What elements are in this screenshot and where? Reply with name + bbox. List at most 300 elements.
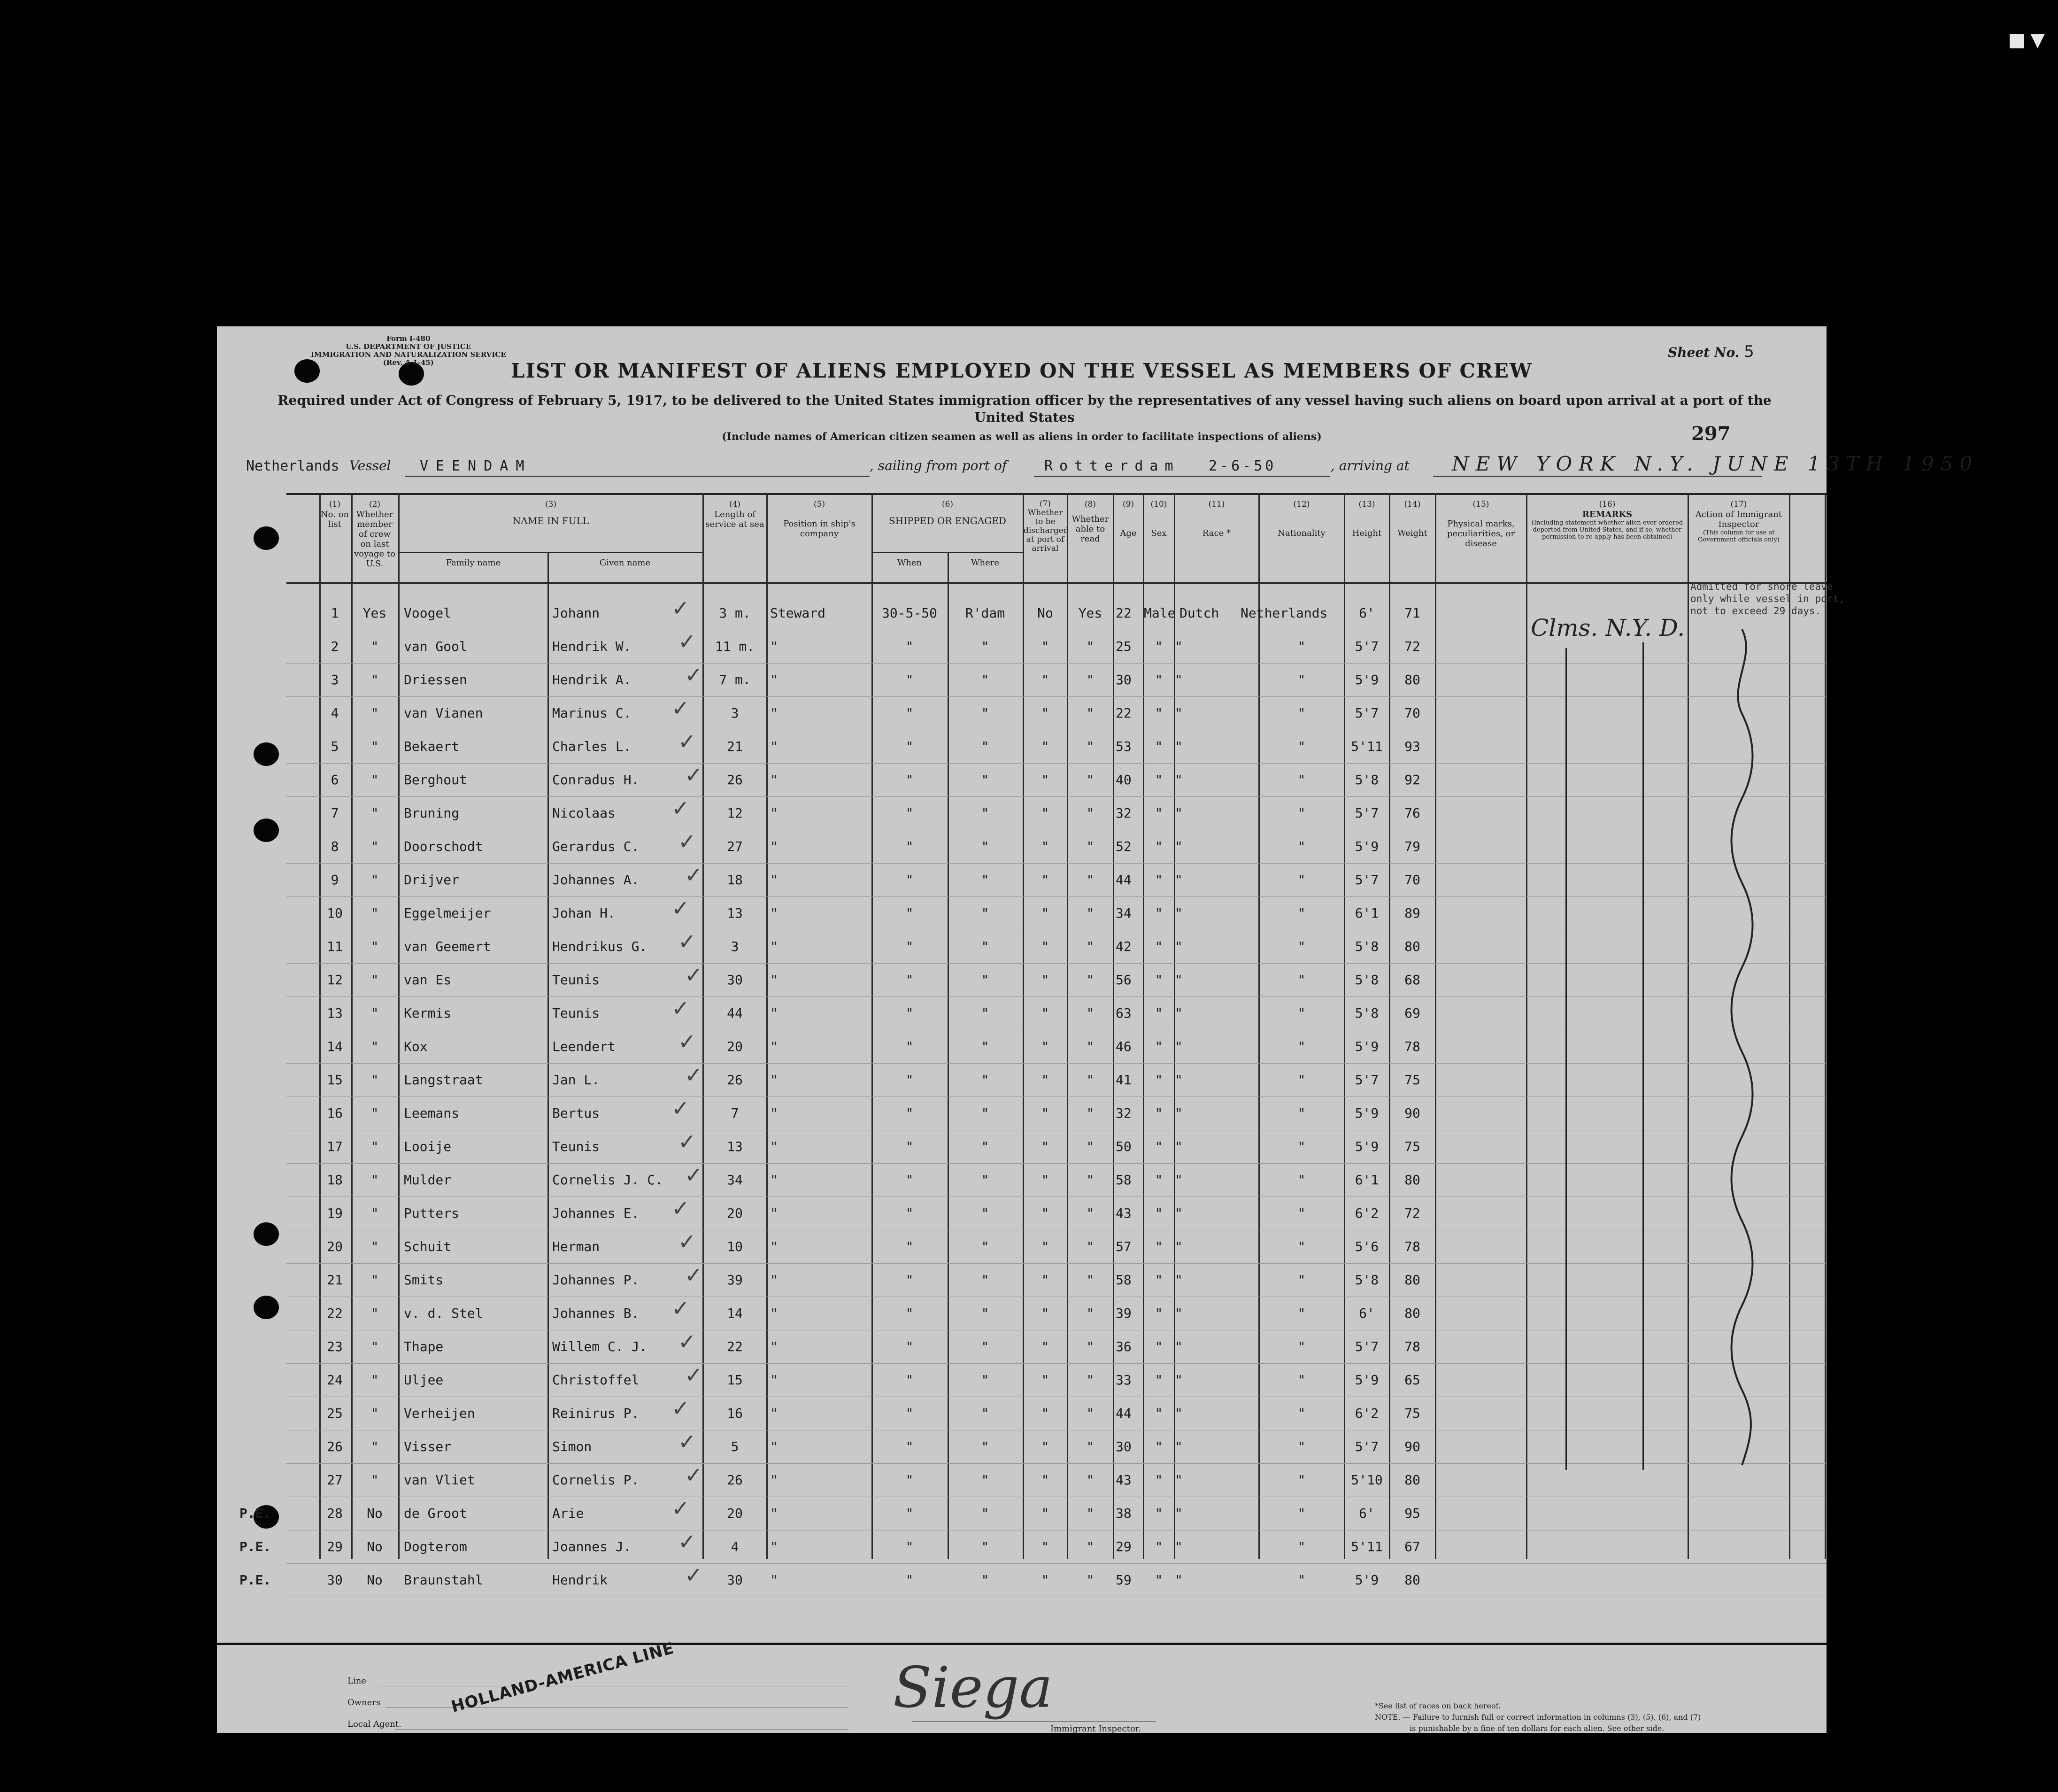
cell-where: " (981, 805, 989, 821)
cell-given: Leendert (552, 1039, 616, 1054)
cell-no: 29 (327, 1539, 343, 1554)
cell-sex: " (1155, 1506, 1163, 1521)
cell-family: Visser (404, 1439, 452, 1454)
cell-race: " (1175, 1005, 1183, 1021)
cell-position: Steward (770, 605, 826, 621)
check-mark-icon: ✓ (685, 1262, 703, 1288)
departure-date: 2-6-50 (1209, 458, 1277, 474)
cell-age: 38 (1116, 1506, 1132, 1521)
cell-nationality: " (1297, 1105, 1306, 1121)
cell-discharge: " (1041, 805, 1049, 821)
cell-when: " (905, 1439, 914, 1454)
table-row (286, 896, 1827, 930)
col-1-header: (1) No. on list (320, 500, 349, 529)
cell-nationality: " (1297, 772, 1306, 788)
cell-weight: 89 (1404, 905, 1420, 921)
cell-sex: " (1155, 1272, 1163, 1288)
cell-age: 53 (1116, 739, 1132, 754)
table-row (286, 1097, 1827, 1130)
table-row (286, 1363, 1827, 1397)
cell-height: 5'9 (1355, 839, 1379, 854)
table-row (286, 1463, 1827, 1497)
cell-position: " (770, 1239, 778, 1254)
cell-discharge: " (1041, 1305, 1049, 1321)
cell-position: " (770, 1039, 778, 1054)
cell-weight: 75 (1404, 1406, 1420, 1421)
cell-service: 12 (727, 805, 743, 821)
cell-no: 24 (327, 1372, 343, 1388)
cell-sex: " (1155, 872, 1163, 888)
cell-read: " (1086, 1105, 1095, 1121)
cell-when: " (905, 1239, 914, 1254)
remarks-ditto-line (1565, 648, 1567, 1470)
holland-america-stamp: HOLLAND-AMERICA LINE (449, 1638, 677, 1716)
cell-height: 5'7 (1355, 1072, 1379, 1088)
cell-when: " (905, 905, 914, 921)
cell-height: 5'8 (1355, 1272, 1379, 1288)
cell-service: 22 (727, 1339, 743, 1354)
cell-when: 30-5-50 (881, 605, 937, 621)
cell-family: Eggelmeijer (404, 905, 491, 921)
cell-read: " (1086, 1339, 1095, 1354)
cell-sex: " (1155, 772, 1163, 788)
punch-hole-icon (254, 1222, 279, 1246)
cell-read: " (1086, 1539, 1095, 1554)
cell-nationality: " (1297, 1072, 1306, 1088)
cell-race: " (1175, 1406, 1183, 1421)
underline (912, 1721, 1156, 1722)
cell-age: 34 (1116, 905, 1132, 921)
cell-given: Gerardus C. (552, 839, 640, 854)
cell-service: 7 (731, 1105, 739, 1121)
cell-age: 43 (1116, 1205, 1132, 1221)
check-mark-icon: ✓ (678, 629, 696, 654)
cell-discharge: " (1041, 672, 1049, 687)
cell-no: 22 (327, 1305, 343, 1321)
cell-discharge: No (1037, 605, 1053, 621)
cell-race: " (1175, 1105, 1183, 1121)
cell-no: 2 (331, 639, 339, 654)
cell-given: Johannes A. (552, 872, 640, 888)
cell-service: 30 (727, 1572, 743, 1588)
table-row (286, 730, 1827, 764)
check-mark-icon: ✓ (685, 762, 703, 788)
cell-sex: " (1155, 1539, 1163, 1554)
underline (395, 1729, 848, 1730)
check-mark-icon: ✓ (685, 1162, 703, 1188)
cell-family: Uljee (404, 1372, 444, 1388)
cell-service: 4 (731, 1539, 739, 1554)
cell-race: " (1175, 905, 1183, 921)
cell-race: " (1175, 1372, 1183, 1388)
cell-discharge: " (1041, 1572, 1049, 1588)
page-title: LIST OR MANIFEST OF ALIENS EMPLOYED ON THE VESSEL AS MEMBERS OF CREW (510, 359, 1533, 382)
cell-weight: 80 (1404, 672, 1420, 687)
cell-race: " (1175, 839, 1183, 854)
cell-race: " (1175, 705, 1183, 721)
cell-no: 7 (331, 805, 339, 821)
cell-prev: " (370, 1339, 379, 1354)
cell-position: " (770, 805, 778, 821)
cell-weight: 70 (1404, 705, 1420, 721)
cell-read: " (1086, 839, 1095, 854)
cell-prev: " (370, 1272, 379, 1288)
cell-given: Christoffel (552, 1372, 640, 1388)
sailing-label: , sailing from port of (870, 458, 1007, 473)
cell-prev: " (370, 739, 379, 754)
check-mark-icon: ✓ (678, 829, 696, 854)
cell-service: 14 (727, 1305, 743, 1321)
cell-discharge: " (1041, 1439, 1049, 1454)
cell-position: " (770, 1506, 778, 1521)
cell-when: " (905, 1172, 914, 1188)
cell-where: " (981, 1472, 989, 1488)
cell-nationality: " (1297, 1406, 1306, 1421)
cell-position: " (770, 1406, 778, 1421)
pe-mark: P.E. (239, 1572, 271, 1588)
cell-no: 3 (331, 672, 339, 687)
cell-read: " (1086, 639, 1095, 654)
form-dept: U.S. DEPARTMENT OF JUSTICE (346, 342, 471, 351)
table-row (286, 830, 1827, 864)
where-subheader: Where (971, 558, 999, 568)
cell-where: " (981, 1239, 989, 1254)
cell-where: " (981, 1339, 989, 1354)
cell-when: " (905, 1105, 914, 1121)
check-mark-icon: ✓ (671, 595, 690, 621)
cell-when: " (905, 1339, 914, 1354)
cell-where: " (981, 1506, 989, 1521)
cell-age: 25 (1116, 639, 1132, 654)
cell-sex: " (1155, 1339, 1163, 1354)
cell-given: Johan H. (552, 905, 616, 921)
table-row (286, 1263, 1827, 1297)
cell-no: 14 (327, 1039, 343, 1054)
cell-race: " (1175, 1172, 1183, 1188)
cell-position: " (770, 1139, 778, 1154)
cell-given: Johannes P. (552, 1272, 640, 1288)
cell-nationality: " (1297, 839, 1306, 854)
cell-given: Johannes E. (552, 1205, 640, 1221)
cell-read: " (1086, 1472, 1095, 1488)
cell-position: " (770, 1305, 778, 1321)
underline (405, 476, 870, 477)
cell-weight: 70 (1404, 872, 1420, 888)
check-mark-icon: ✓ (678, 929, 696, 954)
cell-read: " (1086, 1305, 1095, 1321)
page-number: 297 (1691, 423, 1731, 445)
cell-given: Hendrikus G. (552, 939, 647, 954)
departure-port: Rotterdam (1044, 458, 1180, 474)
cell-no: 18 (327, 1172, 343, 1188)
cell-when: " (905, 1072, 914, 1088)
cell-read: " (1086, 1439, 1095, 1454)
cell-age: 58 (1116, 1172, 1132, 1188)
cell-service: 39 (727, 1272, 743, 1288)
cell-family: Putters (404, 1205, 460, 1221)
cell-when: " (905, 972, 914, 988)
cell-weight: 72 (1404, 1205, 1420, 1221)
cell-discharge: " (1041, 839, 1049, 854)
cell-age: 36 (1116, 1339, 1132, 1354)
cell-weight: 78 (1404, 1339, 1420, 1354)
underline (1034, 476, 1330, 477)
table-row (286, 963, 1827, 997)
cell-service: 18 (727, 872, 743, 888)
cell-sex: Male (1144, 605, 1176, 621)
cell-when: " (905, 1139, 914, 1154)
cell-weight: 72 (1404, 639, 1420, 654)
cell-read: " (1086, 1039, 1095, 1054)
check-mark-icon: ✓ (671, 1096, 690, 1121)
cell-sex: " (1155, 639, 1163, 654)
col-2-header: (2) Whether member of crew on last voyage to U.S. (354, 500, 395, 569)
cell-discharge: " (1041, 639, 1049, 654)
cell-where: " (981, 905, 989, 921)
cell-prev: " (370, 639, 379, 654)
cell-where: " (981, 1005, 989, 1021)
table-row (286, 1063, 1827, 1097)
cell-nationality: " (1297, 1205, 1306, 1221)
cell-family: van Geemert (404, 939, 491, 954)
check-mark-icon: ✓ (671, 896, 690, 921)
cell-weight: 65 (1404, 1372, 1420, 1388)
cell-sex: " (1155, 1239, 1163, 1254)
cell-family: v. d. Stel (404, 1305, 483, 1321)
check-mark-icon: ✓ (678, 1529, 696, 1554)
cell-no: 27 (327, 1472, 343, 1488)
cell-sex: " (1155, 1572, 1163, 1588)
line-label: Line (347, 1676, 366, 1686)
cell-discharge: " (1041, 1506, 1049, 1521)
cell-prev: " (370, 1039, 379, 1054)
cell-race: " (1175, 939, 1183, 954)
cell-nationality: " (1297, 705, 1306, 721)
cell-nationality: " (1297, 872, 1306, 888)
check-mark-icon: ✓ (671, 996, 690, 1021)
cell-sex: " (1155, 1072, 1163, 1088)
owners-label: Owners (347, 1698, 381, 1707)
cell-discharge: " (1041, 1272, 1049, 1288)
cell-family: Bekaert (404, 739, 460, 754)
cell-nationality: " (1297, 1372, 1306, 1388)
cell-no: 8 (331, 839, 339, 854)
cell-given: Teunis (552, 1005, 600, 1021)
cell-nationality: " (1297, 1439, 1306, 1454)
cell-where: " (981, 739, 989, 754)
cell-given: Reinirus P. (552, 1406, 640, 1421)
table-row (286, 863, 1827, 897)
cell-service: 3 (731, 939, 739, 954)
cell-service: 16 (727, 1406, 743, 1421)
requirement-text: Required under Act of Congress of February 5, 1917, to be delivered to the United States immigration officer by the representatives of any vessel having such aliens on board upon arrival at a port of the United States (277, 393, 1772, 425)
cell-position: " (770, 1272, 778, 1288)
cell-position: " (770, 905, 778, 921)
cell-no: 4 (331, 705, 339, 721)
cell-sex: " (1155, 805, 1163, 821)
cell-prev: " (370, 972, 379, 988)
cell-where: " (981, 939, 989, 954)
cell-nationality: " (1297, 1539, 1306, 1554)
cell-height: 5'9 (1355, 1039, 1379, 1054)
cell-when: " (905, 1039, 914, 1054)
local-agent-label: Local Agent. (347, 1719, 401, 1729)
cell-sex: " (1155, 1372, 1163, 1388)
cell-given: Johannes B. (552, 1305, 640, 1321)
cell-where: " (981, 1172, 989, 1188)
cell-weight: 76 (1404, 805, 1420, 821)
col-4-header: (4) Length of service at sea (705, 500, 764, 529)
cell-age: 63 (1116, 1005, 1132, 1021)
check-mark-icon: ✓ (671, 1496, 690, 1521)
cell-nationality: " (1297, 805, 1306, 821)
cell-read: " (1086, 1139, 1095, 1154)
cell-no: 19 (327, 1205, 343, 1221)
cell-read: " (1086, 705, 1095, 721)
cell-service: 15 (727, 1372, 743, 1388)
cell-no: 11 (327, 939, 343, 954)
cell-position: " (770, 1572, 778, 1588)
cell-position: " (770, 672, 778, 687)
cell-weight: 75 (1404, 1072, 1420, 1088)
cell-position: " (770, 939, 778, 954)
cell-where: " (981, 839, 989, 854)
cell-age: 43 (1116, 1472, 1132, 1488)
vessel-name: VEENDAM (420, 458, 532, 474)
cell-height: 6' (1359, 1305, 1375, 1321)
cell-discharge: " (1041, 1205, 1049, 1221)
cell-when: " (905, 1506, 914, 1521)
cell-no: 17 (327, 1139, 343, 1154)
cell-position: " (770, 1539, 778, 1554)
cell-given: Hendrik A. (552, 672, 632, 687)
cell-height: 5'7 (1355, 805, 1379, 821)
cell-sex: " (1155, 739, 1163, 754)
cell-race: " (1175, 672, 1183, 687)
cell-family: Braunstahl (404, 1572, 483, 1588)
cell-given: Cornelis J. C. (552, 1172, 663, 1188)
cell-no: 9 (331, 872, 339, 888)
cell-no: 13 (327, 1005, 343, 1021)
cell-weight: 78 (1404, 1039, 1420, 1054)
penalty-note-cont: is punishable by a fine of ten dollars for each alien. See other side. (1410, 1724, 1665, 1733)
cell-height: 5'11 (1351, 739, 1383, 754)
cell-service: 13 (727, 905, 743, 921)
cell-given: Marinus C. (552, 705, 632, 721)
check-mark-icon: ✓ (685, 1562, 703, 1588)
cell-prev: " (370, 705, 379, 721)
cell-when: " (905, 1005, 914, 1021)
col-9-header: (9) Age (1120, 500, 1137, 538)
table-row (286, 796, 1827, 830)
cell-height: 5'7 (1355, 705, 1379, 721)
cell-sex: " (1155, 1305, 1163, 1321)
cell-when: " (905, 1572, 914, 1588)
cell-position: " (770, 1005, 778, 1021)
col-6-header: (6) SHIPPED OR ENGAGED (889, 500, 1006, 526)
col-7-header: (7) Whether to be discharged at port of arrival (1024, 499, 1069, 553)
cell-race: " (1175, 1339, 1183, 1354)
table-row (286, 663, 1827, 697)
cell-age: 29 (1116, 1539, 1132, 1554)
cell-race: " (1175, 1072, 1183, 1088)
cell-height: 6'2 (1355, 1205, 1379, 1221)
cell-where: " (981, 705, 989, 721)
cell-service: 20 (727, 1039, 743, 1054)
cell-height: 5'10 (1351, 1472, 1383, 1488)
cell-height: 5'7 (1355, 872, 1379, 888)
cell-age: 33 (1116, 1372, 1132, 1388)
cell-where: " (981, 1572, 989, 1588)
cell-read: " (1086, 739, 1095, 754)
cell-family: Smits (404, 1272, 444, 1288)
cell-family: Bruning (404, 805, 460, 821)
cell-race: " (1175, 739, 1183, 754)
col-10-header: (10) Sex (1150, 500, 1167, 538)
cell-no: 25 (327, 1406, 343, 1421)
cell-service: 20 (727, 1205, 743, 1221)
cell-discharge: " (1041, 1105, 1049, 1121)
cell-service: 10 (727, 1239, 743, 1254)
cell-where: " (981, 672, 989, 687)
cell-prev: " (370, 672, 379, 687)
cell-height: 6'1 (1355, 905, 1379, 921)
cell-height: 5'7 (1355, 1439, 1379, 1454)
check-mark-icon: ✓ (671, 1396, 690, 1421)
cell-family: Doorschodt (404, 839, 483, 854)
cell-nationality: " (1297, 1572, 1306, 1588)
cell-when: " (905, 1472, 914, 1488)
cell-age: 50 (1116, 1139, 1132, 1154)
cell-given: Hendrik (552, 1572, 608, 1588)
cell-read: " (1086, 1172, 1095, 1188)
cell-nationality: " (1297, 1005, 1306, 1021)
inspector-label: Immigrant Inspector. (1050, 1724, 1141, 1734)
cell-age: 32 (1116, 805, 1132, 821)
cell-prev: No (367, 1506, 383, 1521)
cell-discharge: " (1041, 905, 1049, 921)
cell-weight: 90 (1404, 1105, 1420, 1121)
cell-where: " (981, 1406, 989, 1421)
cell-where: " (981, 1372, 989, 1388)
cell-family: Kox (404, 1039, 428, 1054)
col-14-header: (14) Weight (1397, 500, 1427, 538)
cell-height: 5'8 (1355, 939, 1379, 954)
check-mark-icon: ✓ (678, 1329, 696, 1354)
cell-weight: 93 (1404, 739, 1420, 754)
cell-given: Conradus H. (552, 772, 640, 788)
cell-family: Drijver (404, 872, 460, 888)
cell-nationality: " (1297, 905, 1306, 921)
table-row (286, 1330, 1827, 1364)
cell-nationality: " (1297, 672, 1306, 687)
table-row (286, 930, 1827, 964)
cell-weight: 80 (1404, 1472, 1420, 1488)
cell-prev: " (370, 839, 379, 854)
cell-when: " (905, 1372, 914, 1388)
cell-race: " (1175, 1539, 1183, 1554)
vessel-flag: Netherlands (246, 458, 339, 474)
cell-prev: " (370, 905, 379, 921)
cell-when: " (905, 672, 914, 687)
table-row (239, 1496, 1827, 1530)
cell-discharge: " (1041, 772, 1049, 788)
cell-when: " (905, 639, 914, 654)
cell-position: " (770, 639, 778, 654)
table-row (286, 696, 1827, 730)
cell-read: " (1086, 1072, 1095, 1088)
cell-no: 1 (331, 605, 339, 621)
